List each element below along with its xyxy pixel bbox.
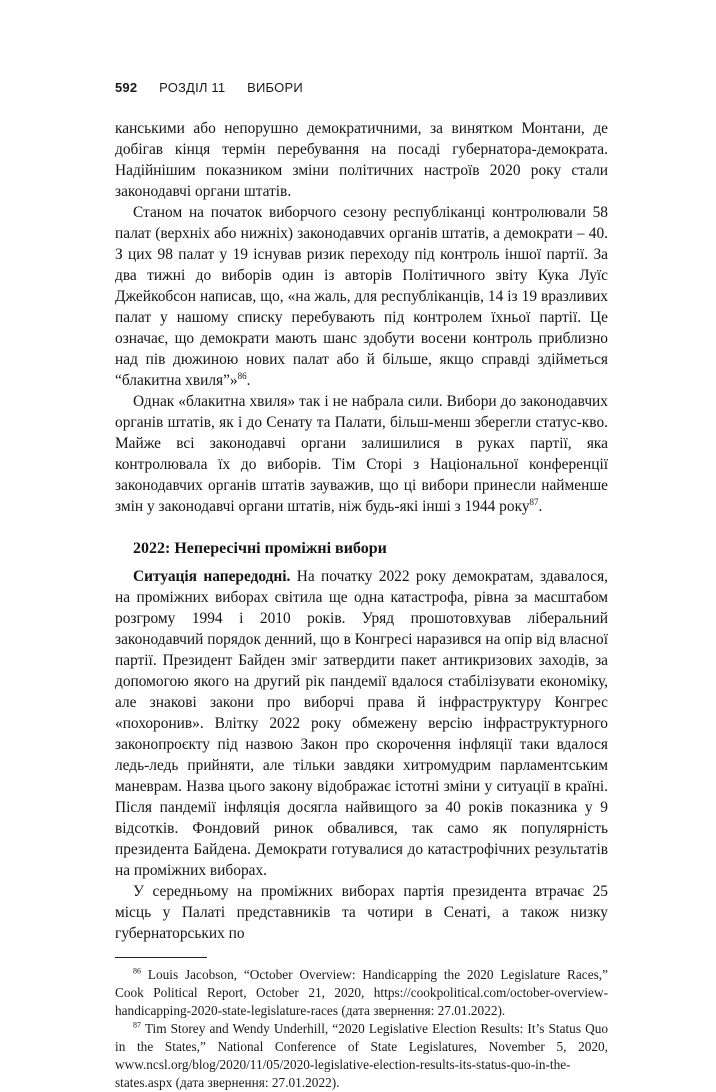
footnote-separator <box>115 957 207 958</box>
paragraph-2-end: . <box>246 372 251 389</box>
footnote-text: Tim Storey and Wendy Underhill, “2020 Legislative Election Results: It’s Status Quo in the States,” National Conference of State Legislatures, November 5, 2020, www.ncsl.org/blog/2020/11/05/2020-legislative-election-results-its-status-quo-in-the-states.aspx (дата звернення: 27.01.2022). <box>115 1021 608 1090</box>
paragraph-4-lead: Ситуація напередодні. <box>133 568 291 585</box>
section-heading: 2022: Непересічні проміжні вибори <box>133 540 387 557</box>
paragraph-2-text: Станом на початок виборчого сезону республіканці контролювали 58 палат (верхніх або нижніх) законодавчих органів штатів, а демократи – 40. З цих 98 палат у 19 існував ризик переходу під контроль іншої партії. За два тижні до виборів один із авторів Політичного звіту Кука Луїс Джейкобсон написав, що, «на жаль, для республіканців, 14 із 19 вразливих палат у нашому списку перебувають під контролем їхньої партії. Це означає, що демократи мають шанс здобути восени контроль приблизно над пів дюжиною нових палат або й більше, якщо справді здійметься “блакитна хвиля”» <box>115 204 608 389</box>
running-header <box>115 80 303 98</box>
paragraph-1 <box>115 118 608 202</box>
paragraph-4 <box>115 566 608 881</box>
paragraph-3 <box>115 391 608 517</box>
footnote-ref-87[interactable]: 87 <box>529 496 539 507</box>
paragraph-4-text: На початку 2022 року демократам, здавалося, на проміжних виборах світила ще одна катастрофа, рівна за масштабом розгрому 1994 і 2010 років. Уряд прошотовхував ліберальний законодавчий порядок денний, що в Конгресі наразився на опір від власної партії. Президент Байден зміг затвердити пакет антикризових заходів, за допомогою якого на другий рік пандемії вдалося стабілізувати економіку, але знакові закони про виборчі права й інфраструктуру Конгрес «похоронив». Влітку 2022 року обмежену версію інфраструктурного законопроєкту під назвою Закон про скорочення інфляції таки вдалося ледь-ледь прийняти, але тільки завдяки хитромудрим парламентським маневрам. Назва цього закону відображає істотні зміни у ситуації в країні. Після пандемії інфляція досягла найвищого за 40 років показника у 9 відсотків. Фондовий ринок обвалився, так само як популярність президента Байдена. Демократи готувалися до катастрофічних результатів на проміжних виборах. <box>115 568 608 879</box>
chapter-title: ВИБОРИ <box>247 80 303 95</box>
footnote-87 <box>115 1020 608 1092</box>
paragraph-3-end: . <box>538 498 543 515</box>
paragraph-3-text: Однак «блакитна хвиля» так і не набрала сили. Вибори до законодавчих органів штатів, як і до Сенату та Палати, більш-менш зберегли статус-кво. Майже всі законодавчі органи залишилися в руках партії, яка контролювала їх до виборів. Тім Сторі з Національної конференції законодавчих органів штатів зауважив, що ці вибори принесли найменше змін у законодавчі органи штатів, ніж будь-які інші з 1944 року <box>115 393 608 515</box>
page-number: 592 <box>115 80 138 95</box>
paragraph-1-text: канськими або непорушно демократичними, за винятком Монтани, де добігав кінця термін перебування на посаді губернатора-демократа. Надійнішим показником зміни політичних настроїв 2020 року стали законодавчі органи штатів. <box>115 120 608 200</box>
footnote-86 <box>115 966 608 1020</box>
footnote-number: 86 <box>133 966 141 976</box>
footnote-text: Louis Jacobson, “October Overview: Handicapping the 2020 Legislature Races,” Cook Political Report, October 21, 2020, https://cookpolitical.com/october-overview-handicapping-2020-state-legislature-races (дата звернення: 27.01.2022). <box>115 967 608 1018</box>
paragraph-2 <box>115 202 608 391</box>
main-text <box>115 118 608 1092</box>
chapter-label: РОЗДІЛ 11 <box>159 80 226 95</box>
paragraph-5 <box>115 881 608 944</box>
footnote-number: 87 <box>133 1020 141 1030</box>
paragraph-5-text: У середньому на проміжних виборах партія президента втрачає 25 місць у Палаті представників та чотири в Сенаті, а також низку губернаторських по <box>115 883 608 942</box>
footnote-ref-86[interactable]: 86 <box>237 370 247 381</box>
